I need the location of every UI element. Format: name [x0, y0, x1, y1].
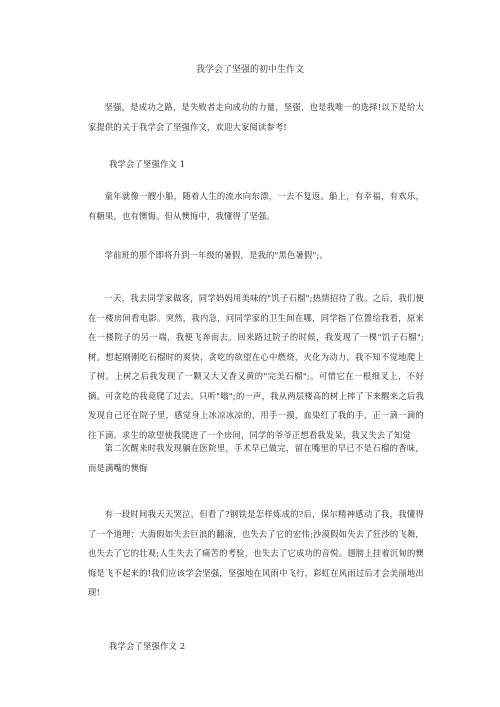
- essay-1-paragraph-5: 有一段时间我天天哭泣，但看了?钢铁是怎样炼成的?后，保尔精神感动了我，我懂得了一个道理：大海假如失去巨浪的翻滚，也失去了它的宏伟;沙漠假如失去了狂沙的飞舞，也失去了它的壮观;人生失去了痛苦的考验，也失去了它成功的音悦。翅膀上挂着沉甸的懊悔是飞不起来的!我们应该学会坚强，坚强地在风雨中飞行，彩虹在风雨过后才会美丽地出现!: [88, 509, 424, 597]
- essay-1-paragraph-2: 学前班的那个即将升到一年级的暑假，是我的"黑色暑假";。: [104, 250, 329, 260]
- intro-paragraph: 坚强，是成功之路，是失败者走向成功的力量，坚强，也是我唯一的选择!以下是给大家提供的关于我学会了坚强作文，欢迎大家阅读参考!: [88, 102, 424, 132]
- essay-1-heading: 我学会了坚强作文 1: [109, 159, 186, 169]
- essay-1-paragraph-4: 第二次醒来时我发现躺在医院里，手术早已做完，留在嘴里的早已不是石榴的香味，而是满嘴的懊悔: [88, 443, 424, 473]
- document-title: 我学会了坚强的初中生作文: [195, 65, 304, 75]
- essay-2-heading: 我学会了坚强作文 2: [109, 641, 186, 651]
- essay-1-paragraph-1: 童年就像一艘小船，随着人生的流水向东漂，一去不复返。船上，有幸福，有欢乐，有糖果，也有懊悔。但从懊悔中，我懂得了坚强。: [88, 191, 424, 221]
- essay-1-paragraph-3: 一天，我去同学家做客，同学妈妈用美味的"饥子石榴";热情招待了我。之后，我们便在一楼房间看电影。突然，我内急，问同学家的卫生间在哪，同学指了位置给我看，原来在一楼院子的另一端，我便飞奔而去。回来路过院子的时候，我发现了一棵"饥子石榴";树。想起刚刚吃石榴时的爽快，贪吃的欲望在心中燃烧，火化为动力，我不知不觉地爬上了树。上树之后我发现了一颗又大又香又黄的"完美石榴";。可惜它在一根细叉上，不好摘。可贪吃的我竟爬了过去。只听"嗡";的一声，我从两层楼高的树上摔了下来醒来之后我发现自己还在院子里，感觉身上冰凉冰凉的，用手一摸，血染红了我的手，正一滴一滴的往下滴。求生的欲望使我爬进了一个房间，同学的爷爷正想看我发呆，我又失去了知觉: [88, 293, 424, 440]
